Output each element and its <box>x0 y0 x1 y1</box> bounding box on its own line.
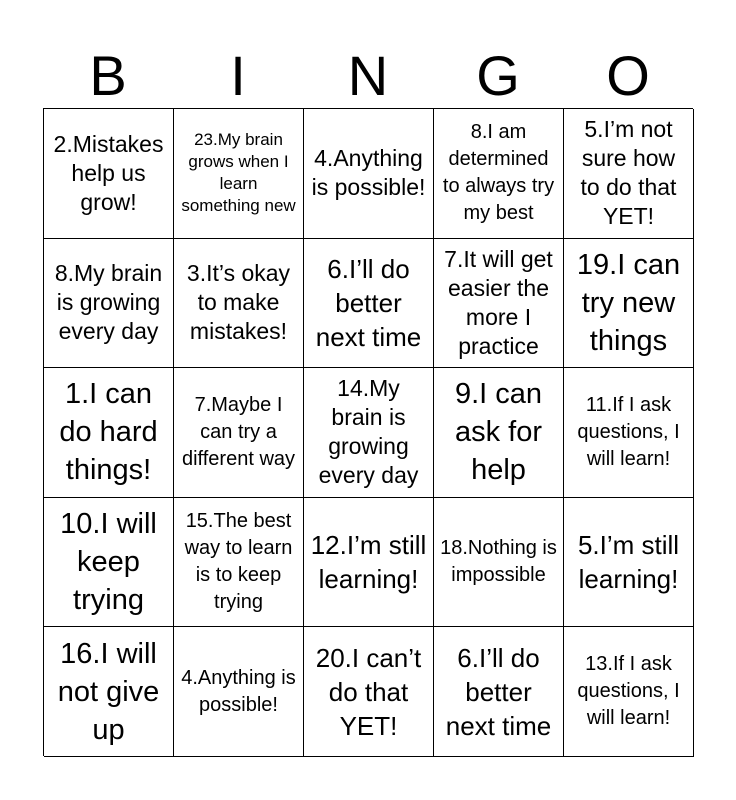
bingo-cell[interactable] <box>564 627 694 757</box>
bingo-cell[interactable] <box>174 109 304 239</box>
bingo-cell[interactable] <box>304 498 434 628</box>
bingo-cell[interactable] <box>174 498 304 628</box>
bingo-cell-text: 20.I can’t do that YET! <box>315 642 422 741</box>
bingo-cell-text: 10.I will keep trying <box>60 508 157 617</box>
header-letter-i: I <box>230 44 246 107</box>
header-letter-g: G <box>476 44 520 107</box>
bingo-cell-text: 3.It’s okay to make mistakes! <box>186 260 291 345</box>
bingo-cell[interactable] <box>304 627 434 757</box>
bingo-cell[interactable] <box>44 368 174 498</box>
bingo-cell[interactable] <box>434 239 564 369</box>
bingo-cell[interactable] <box>564 239 694 369</box>
bingo-cell[interactable] <box>174 368 304 498</box>
bingo-cell[interactable] <box>304 109 434 239</box>
bingo-cell[interactable] <box>564 498 694 628</box>
bingo-cell-text: 8.My brain is growing every day <box>54 260 163 345</box>
bingo-cell-text: 11.If I ask questions, I will learn! <box>577 393 680 470</box>
bingo-cell-text: 16.I will not give up <box>57 637 160 746</box>
bingo-cell[interactable] <box>44 498 174 628</box>
bingo-cell-text: 9.I can ask for help <box>454 378 543 487</box>
bingo-cell[interactable] <box>434 109 564 239</box>
bingo-cell-text: 6.I’ll do better next time <box>315 253 422 352</box>
bingo-cell-text: 15.The best way to learn is to keep trying <box>184 510 293 614</box>
bingo-cell-text: 5.I’m still learning! <box>577 530 680 595</box>
bingo-cell[interactable] <box>434 627 564 757</box>
bingo-cell[interactable] <box>564 368 694 498</box>
bingo-cell-text: 8.I am determined to always try my best <box>442 121 555 225</box>
bingo-cell-text: 1.I can do hard things! <box>59 378 158 487</box>
bingo-header <box>43 44 693 108</box>
bingo-cell[interactable] <box>304 368 434 498</box>
bingo-cell[interactable] <box>564 109 694 239</box>
bingo-cell-text: 18.Nothing is impossible <box>440 537 557 587</box>
bingo-grid <box>43 108 693 756</box>
bingo-cell-text: 5.I’m not sure how to do that YET! <box>580 116 677 230</box>
bingo-cell-text: 19.I can try new things <box>576 248 681 357</box>
bingo-cell-text: 2.Mistakes help us grow! <box>53 130 164 215</box>
bingo-cell[interactable] <box>304 239 434 369</box>
bingo-cell[interactable] <box>434 368 564 498</box>
header-letter-o: O <box>606 44 650 107</box>
bingo-cell[interactable] <box>174 239 304 369</box>
bingo-cell[interactable] <box>174 627 304 757</box>
bingo-cell-text: 4.Anything is possible! <box>181 666 296 716</box>
bingo-cell-text: 12.I’m still learning! <box>310 530 427 595</box>
bingo-cell-text: 13.If I ask questions, I will learn! <box>577 653 680 730</box>
header-letter-n: N <box>347 44 389 107</box>
bingo-cell-text: 6.I’ll do better next time <box>445 642 552 741</box>
bingo-cell[interactable] <box>44 627 174 757</box>
bingo-cell-text: 14.My brain is growing every day <box>318 375 419 489</box>
bingo-cell[interactable] <box>44 109 174 239</box>
bingo-cell-text: 7.Maybe I can try a different way <box>181 393 296 470</box>
bingo-cell-text: 4.Anything is possible! <box>311 145 426 201</box>
bingo-cell-text: 23.My brain grows when I learn something new <box>181 130 296 216</box>
bingo-cell[interactable] <box>44 239 174 369</box>
bingo-cell-text: 7.It will get easier the more I practice <box>444 245 553 359</box>
bingo-cell[interactable] <box>434 498 564 628</box>
header-letter-b: B <box>89 44 127 107</box>
